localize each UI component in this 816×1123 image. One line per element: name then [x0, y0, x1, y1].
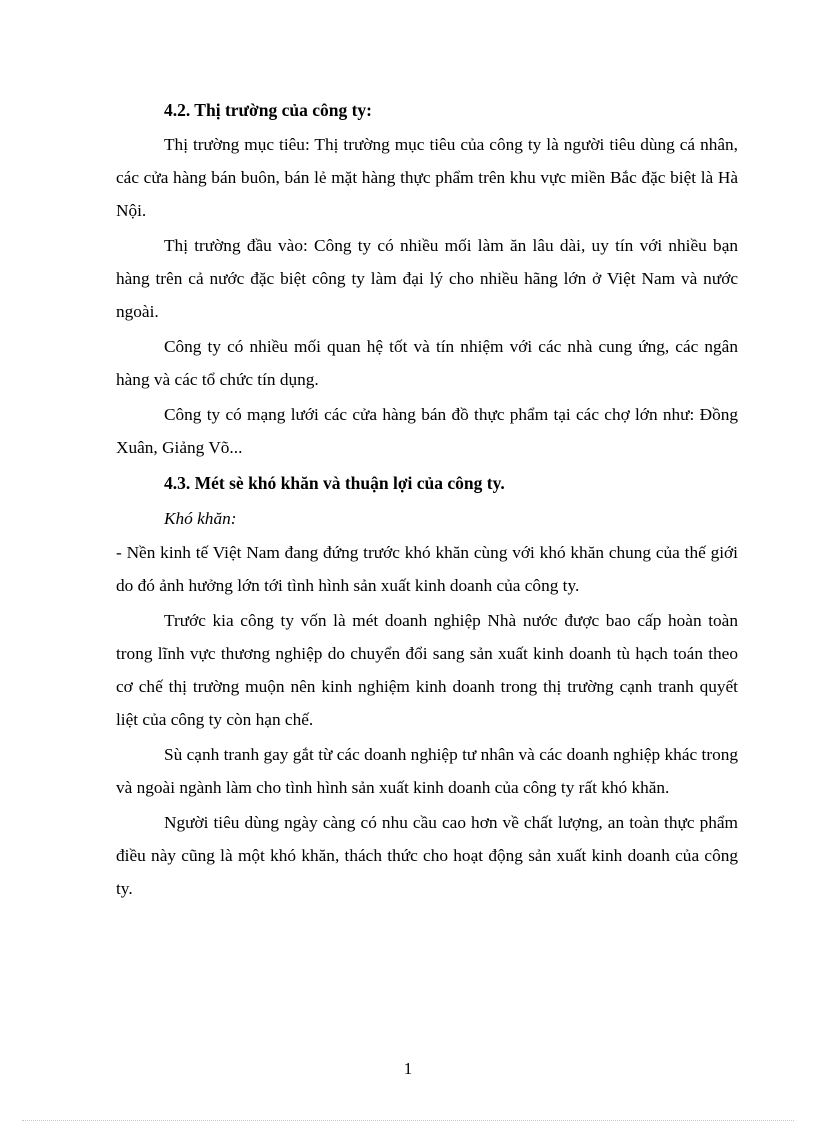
paragraph-economy-difficulty: - Nền kinh tế Việt Nam đang đứng trước khó khăn cùng với khó khăn chung của thế giới do đó ảnh hưởng lớn tới tình hình sản xuất kinh doanh của công ty.: [116, 543, 738, 595]
paragraph-consumer-demand: Người tiêu dùng ngày càng có nhu cầu cao hơn về chất lượng, an toàn thực phẩm điều này cũng là một khó khăn, thách thức cho hoạt động sản xuất kinh doanh của công ty.: [116, 813, 738, 898]
paragraph-supplier-relations: Công ty có nhiều mối quan hệ tốt và tín nhiệm với các nhà cung ứng, các ngân hàng và các tổ chức tín dụng.: [116, 337, 738, 389]
paragraph-state-enterprise-history: Trước kia công ty vốn là mét doanh nghiệp Nhà nước được bao cấp hoàn toàn trong lĩnh vực thương nghiệp do chuyển đổi sang sản xuất kinh doanh tù hạch toán theo cơ chế thị trường muộn nên kinh nghiệm kinh doanh trong thị trường cạnh tranh quyết liệt của công ty còn hạn chế.: [116, 611, 738, 729]
paragraph-store-network: Công ty có mạng lưới các cửa hàng bán đồ thực phẩm tại các chợ lớn như: Đồng Xuân, Giảng Võ...: [116, 405, 738, 457]
section-heading-4-3: 4.3. Mét sè khó khăn và thuận lợi của công ty.: [164, 473, 505, 493]
page-number: 1: [403, 1059, 413, 1078]
page-bottom-border: [22, 1120, 794, 1121]
subheading-difficulties: Khó khăn:: [164, 509, 237, 528]
paragraph-competition: Sù cạnh tranh gay gắt từ các doanh nghiệp tư nhân và các doanh nghiệp khác trong và ngoài ngành làm cho tình hình sản xuất kinh doanh của công ty rất khó khăn.: [116, 745, 738, 797]
page-content: [116, 93, 738, 907]
paragraph-input-market: Thị trường đầu vào: Công ty có nhiều mối làm ăn lâu dài, uy tín với nhiều bạn hàng trên cả nước đặc biệt công ty làm đại lý cho nhiều hãng lớn ở Việt Nam và nước ngoài.: [116, 236, 738, 321]
section-heading-4-2: 4.2. Thị trường của công ty:: [164, 100, 373, 120]
paragraph-target-market: Thị trường mục tiêu: Thị trường mục tiêu của công ty là người tiêu dùng cá nhân, các cửa hàng bán buôn, bán lẻ mặt hàng thực phẩm trên khu vực miền Bắc đặc biệt là Hà Nội.: [116, 135, 738, 220]
